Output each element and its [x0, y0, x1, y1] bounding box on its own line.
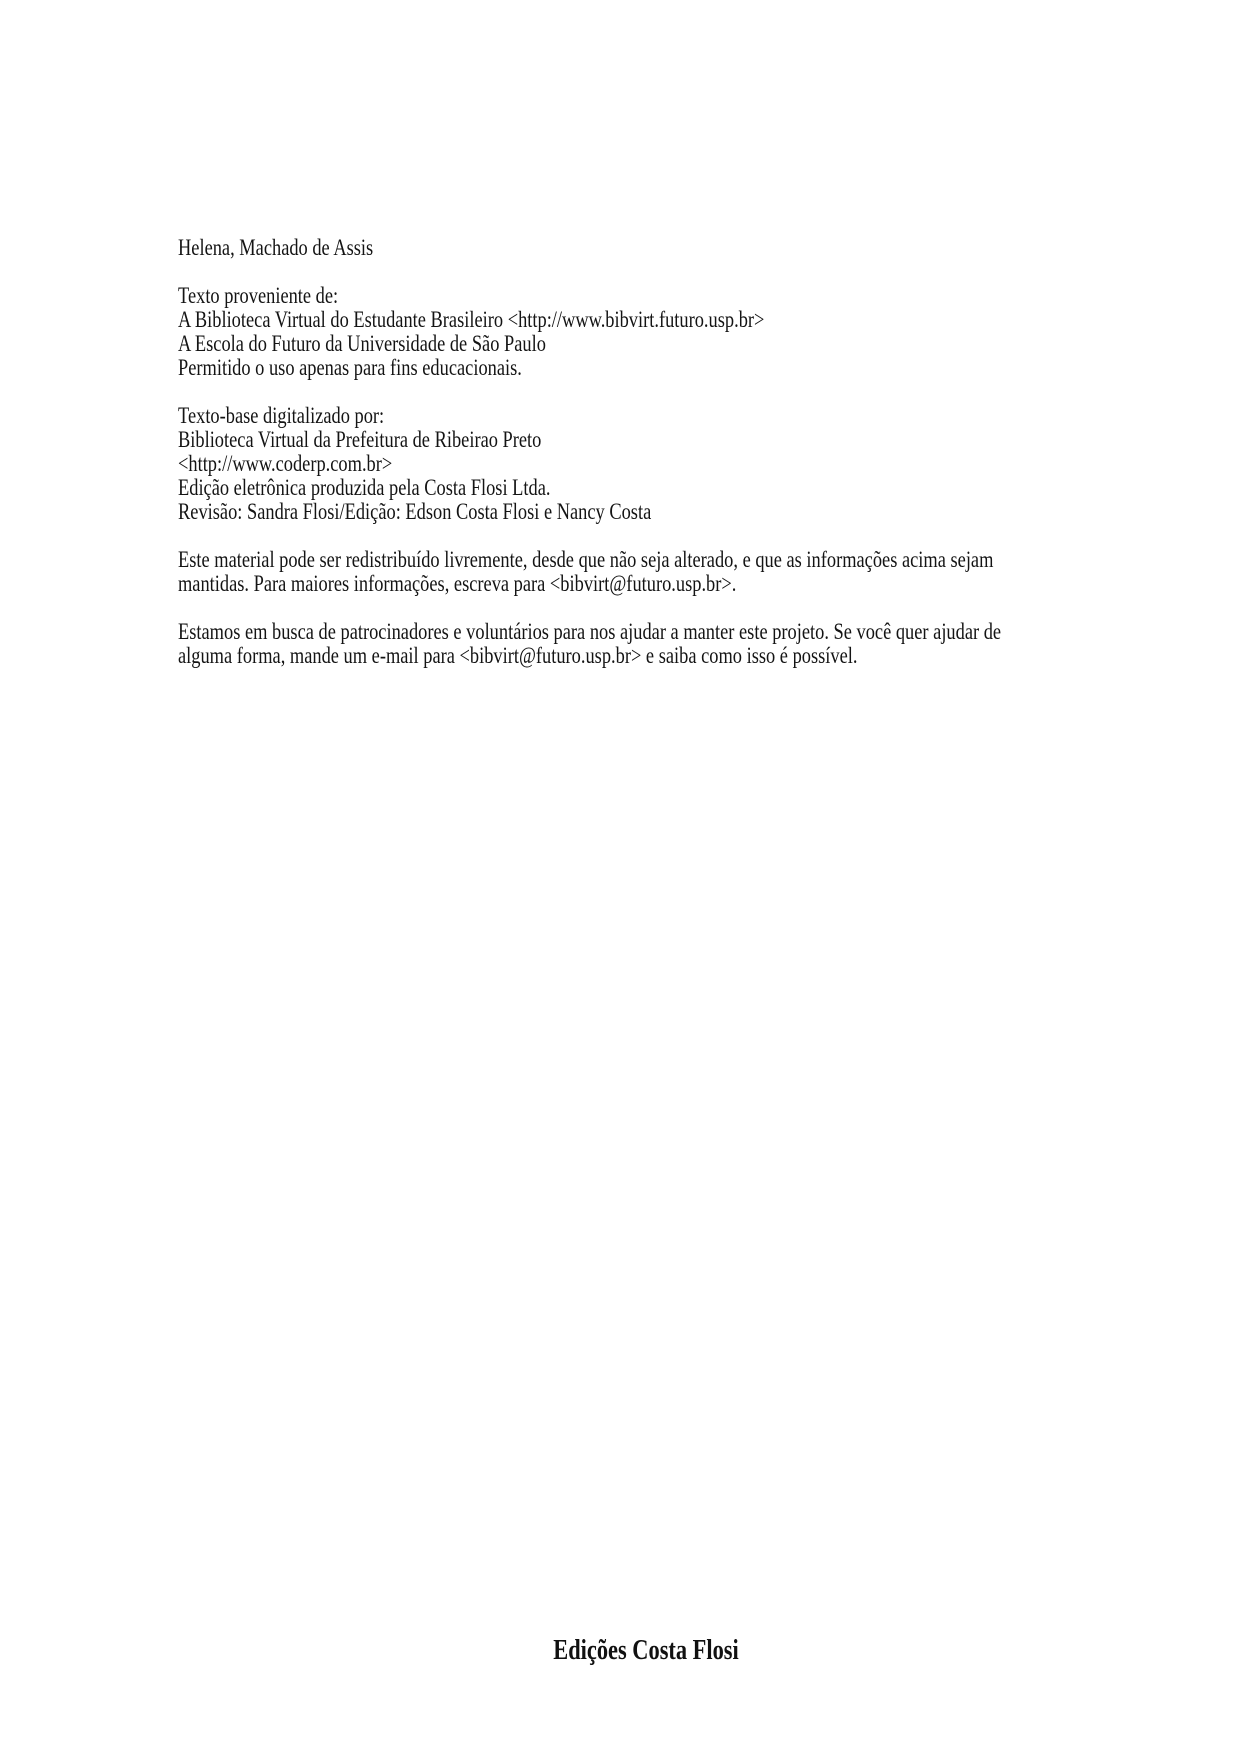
source-block	[178, 284, 1114, 380]
digitization-line: Edição eletrônica produzida pela Costa Flosi Ltda.	[178, 475, 551, 500]
sponsorship-line: alguma forma, mande um e-mail para <bibvirt@futuro.usp.br> e saiba como isso é possível.	[178, 643, 858, 668]
blank-line	[178, 596, 1114, 620]
redistribution-line: Este material pode ser redistribuído livremente, desde que não seja alterado, e que as informações acima sejam	[178, 547, 994, 572]
text-column	[178, 235, 1114, 1666]
publisher-imprint: Edições Costa Flosi	[553, 1635, 739, 1666]
digitization-heading: Texto-base digitalizado por:	[178, 403, 385, 428]
source-heading: Texto proveniente de:	[178, 283, 339, 308]
sponsorship-paragraph	[178, 620, 1114, 668]
byline-block	[178, 236, 1114, 260]
blank-line	[178, 380, 1114, 404]
digitization-line: <http://www.coderp.com.br>	[178, 451, 393, 476]
blank-line	[178, 524, 1114, 548]
source-line: Permitido o uso apenas para fins educacionais.	[178, 355, 522, 380]
digitization-line: Revisão: Sandra Flosi/Edição: Edson Costa Flosi e Nancy Costa	[178, 499, 652, 524]
sponsorship-line: Estamos em busca de patrocinadores e voluntários para nos ajudar a manter este projeto. Se você quer ajudar de	[178, 619, 1002, 644]
book-byline: Helena, Machado de Assis	[178, 235, 374, 260]
source-line: A Escola do Futuro da Universidade de São Paulo	[178, 331, 546, 356]
source-line: A Biblioteca Virtual do Estudante Brasileiro <http://www.bibvirt.futuro.usp.br>	[178, 307, 765, 332]
digitization-line: Biblioteca Virtual da Prefeitura de Ribeirao Preto	[178, 427, 542, 452]
digitization-block	[178, 404, 1114, 524]
blank-line	[178, 260, 1114, 284]
redistribution-line: mantidas. Para maiores informações, escreva para <bibvirt@futuro.usp.br>.	[178, 571, 737, 596]
redistribution-paragraph	[178, 548, 1114, 596]
